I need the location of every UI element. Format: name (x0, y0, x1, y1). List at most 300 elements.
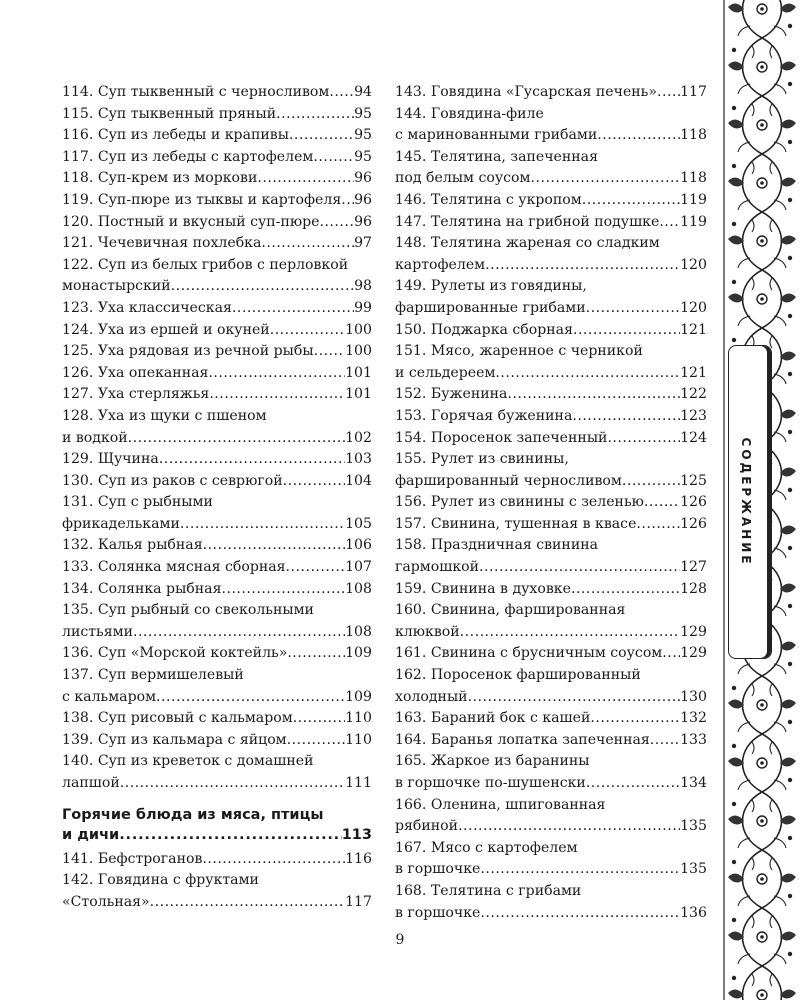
toc-entry[interactable] (62, 104, 372, 126)
toc-entry-line (395, 341, 707, 363)
dot-leader (119, 825, 342, 845)
toc-page-number: 132 (680, 710, 707, 727)
toc-entry-line (395, 643, 707, 665)
section-heading-line: Горячие блюда из мяса, птицы (62, 806, 324, 823)
toc-entry-title: 159. Свинина в духовке (395, 580, 571, 597)
toc-entry-title: 134. Солянка рыбная (62, 580, 222, 597)
dot-leader (479, 557, 680, 579)
toc-page-number: 135 (680, 818, 707, 835)
dot-leader (156, 687, 345, 709)
toc-entry-line (62, 341, 372, 363)
section-side-tab[interactable] (728, 345, 772, 659)
dot-leader (480, 903, 680, 925)
toc-page-number: 96 (354, 213, 372, 230)
dot-leader (261, 233, 354, 255)
toc-entry-line (395, 255, 707, 277)
toc-entry-line (395, 903, 707, 925)
toc-entry-title: 127. Уха стерляжья (62, 386, 210, 403)
toc-entry-title: 115. Суп тыквенный пряный (62, 105, 277, 122)
toc-entry-line (395, 795, 707, 817)
toc-page-number: 108 (345, 623, 372, 640)
toc-entry-line (62, 892, 372, 914)
side-tab-label: СОДЕРЖАНИЕ (739, 437, 753, 567)
toc-entry[interactable] (62, 255, 372, 298)
toc-entry-line (62, 384, 372, 406)
toc-page-number: 102 (345, 429, 372, 446)
toc-entry-line (395, 212, 707, 234)
toc-entry-line (62, 298, 372, 320)
toc-entry-line (62, 643, 372, 665)
toc-entry[interactable] (395, 276, 707, 319)
toc-page-number: 117 (345, 893, 372, 910)
toc-entry-title: 135. Суп рыбный со свекольными (62, 602, 314, 619)
toc-entry-line (62, 849, 372, 871)
toc-page-number: 118 (680, 127, 707, 144)
toc-entry-line (62, 233, 372, 255)
toc-entry[interactable] (62, 449, 372, 471)
dot-leader (531, 168, 681, 190)
toc-entry-title: 144. Говядина-филе (395, 105, 544, 122)
toc-page-number: 120 (680, 256, 707, 273)
dot-leader (573, 320, 680, 342)
toc-entry[interactable] (395, 730, 707, 752)
dot-leader (209, 384, 345, 406)
toc-page-number: 123 (680, 407, 707, 424)
toc-entry-line (395, 298, 707, 320)
toc-entry-line (62, 190, 372, 212)
toc-entry-title: фаршированный черносливом (395, 472, 622, 489)
toc-entry[interactable] (395, 795, 707, 838)
toc-page-number: 125 (680, 472, 707, 489)
toc-entry[interactable] (395, 492, 707, 514)
dot-leader (314, 341, 345, 363)
toc-entry-line (62, 514, 372, 536)
dot-leader (662, 643, 680, 665)
dot-leader (319, 212, 354, 234)
toc-page-number: 127 (680, 559, 707, 576)
toc-entry-title: 125. Уха рядовая из речной рыбы (62, 343, 314, 360)
dot-leader (329, 82, 354, 104)
toc-entry-title: 141. Бефстроганов (62, 850, 203, 867)
toc-entry[interactable] (62, 751, 372, 794)
toc-entry-title: 163. Бараний бок с кашей (395, 710, 591, 727)
toc-entry-title: холодный (395, 688, 468, 705)
toc-entry-line (62, 276, 372, 298)
dot-leader (257, 168, 354, 190)
toc-page-number: 98 (354, 278, 372, 295)
toc-page-number: 136 (680, 904, 707, 921)
toc-entry[interactable] (62, 341, 372, 363)
toc-entry-title: в горшочке (395, 861, 481, 878)
toc-page-number: 124 (680, 429, 707, 446)
toc-entry-title: 136. Суп «Морской коктейль» (62, 645, 288, 662)
toc-entry-line (62, 406, 372, 428)
dot-leader (644, 492, 680, 514)
toc-entry-line (395, 363, 707, 385)
toc-entry-title: фрикадельками (62, 515, 180, 532)
dot-leader (657, 82, 680, 104)
toc-entry-title: 118. Суп-крем из моркови (62, 170, 258, 187)
toc-entry-title: 140. Суп из креветок с домашней (62, 753, 314, 770)
toc-entry[interactable] (62, 579, 372, 601)
toc-entry-line (62, 428, 372, 450)
toc-entry-line (62, 708, 372, 730)
toc-page-number: 111 (345, 775, 372, 791)
toc-entry-title: «Стольная» (62, 893, 150, 910)
dot-leader (128, 428, 345, 450)
toc-entry[interactable] (395, 751, 707, 794)
toc-entry-title: 137. Суп вермишелевый (62, 667, 244, 684)
toc-entry-title: 117. Суп из лебеды с картофелем (62, 148, 314, 165)
toc-entry[interactable] (395, 579, 707, 601)
toc-entry-title: 148. Телятина жареная со сладким (395, 235, 660, 252)
toc-entry-title: в горшочке по-шушенски (395, 775, 586, 791)
toc-entry-title: фаршированные грибами (395, 299, 586, 316)
dot-leader (458, 816, 680, 838)
toc-entry[interactable] (395, 881, 707, 924)
toc-entry-title: 165. Жаркое из баранины (395, 753, 590, 770)
toc-entry-line (395, 816, 707, 838)
toc-entry-line (62, 449, 372, 471)
toc-page-number: 126 (680, 515, 707, 532)
toc-entry-line (62, 535, 372, 557)
toc-entry-line (62, 773, 372, 795)
toc-entry-line (395, 730, 707, 752)
toc-page-number: 128 (680, 580, 707, 597)
dot-leader (120, 773, 345, 795)
toc-page-number: 107 (345, 559, 372, 576)
dot-leader (150, 892, 345, 914)
toc-entry-line (395, 535, 707, 557)
toc-entry-title: 131. Суп с рыбными (62, 494, 213, 511)
toc-entry-line (62, 870, 372, 892)
toc-entry[interactable] (395, 428, 707, 450)
toc-entry[interactable] (62, 406, 372, 449)
dot-leader (313, 147, 354, 169)
toc-entry-line (395, 751, 707, 773)
toc-entry[interactable] (62, 600, 372, 643)
dot-leader (480, 859, 680, 881)
toc-entry-line (395, 665, 707, 687)
toc-page-number: 101 (345, 364, 372, 381)
toc-page-number: 100 (345, 321, 372, 338)
toc-entry-line (395, 147, 707, 169)
toc-entry-line (62, 730, 372, 752)
toc-entry[interactable] (395, 665, 707, 708)
toc-entry-title: 153. Горячая буженина (395, 407, 573, 424)
toc-entry-title: под белым соусом (395, 170, 531, 187)
toc-entry-line (395, 600, 707, 622)
dot-leader (287, 730, 345, 752)
toc-page-number: 119 (680, 191, 707, 208)
toc-page-number: 108 (345, 580, 372, 597)
dot-leader (208, 363, 345, 385)
toc-entry-title: 157. Свинина, тушенная в квасе (395, 515, 637, 532)
toc-entry-line (395, 406, 707, 428)
toc-entry-line (62, 168, 372, 190)
toc-section-heading[interactable] (62, 805, 372, 845)
toc-entry-title: 122. Суп из белых грибов с перловкой (62, 256, 349, 273)
toc-entry[interactable] (395, 600, 707, 643)
toc-entry[interactable] (62, 168, 372, 190)
toc-entry[interactable] (62, 212, 372, 234)
toc-right-column (395, 82, 707, 924)
toc-entry-line (395, 881, 707, 903)
toc-entry[interactable] (395, 233, 707, 276)
toc-entry-title: 114. Суп тыквенный с черносливом (62, 84, 330, 100)
toc-entry-title: 161. Свинина с брусничным соусом (395, 645, 663, 662)
toc-entry-line (62, 557, 372, 579)
toc-entry-title: гармошкой (395, 559, 480, 576)
toc-entry-line (395, 168, 707, 190)
toc-entry-line (395, 579, 707, 601)
dot-leader (171, 276, 354, 298)
dot-leader (590, 708, 680, 730)
toc-entry-line (62, 104, 372, 126)
section-heading-title: и дичи (62, 826, 120, 843)
toc-entry[interactable] (395, 535, 707, 578)
toc-entry[interactable] (395, 147, 707, 190)
dot-leader (203, 535, 346, 557)
toc-entry[interactable] (395, 643, 707, 665)
toc-entry-title: 129. Щучина (62, 451, 159, 468)
dot-leader (586, 773, 680, 795)
toc-page-number: 94 (354, 84, 372, 100)
toc-entry[interactable] (62, 384, 372, 406)
toc-entry[interactable] (62, 233, 372, 255)
toc-entry[interactable] (62, 665, 372, 708)
toc-page-number: 118 (680, 170, 707, 187)
toc-entry-title: монастырский (62, 278, 171, 295)
toc-page-number: 109 (345, 688, 372, 705)
toc-entry-title: 147. Телятина на грибной подушке (395, 213, 660, 230)
toc-page-number: 95 (354, 127, 372, 144)
toc-entry[interactable] (395, 384, 707, 406)
toc-page-number: 96 (354, 191, 372, 208)
toc-entry[interactable] (62, 363, 372, 385)
toc-entry-line (395, 320, 707, 342)
dot-leader (597, 125, 680, 147)
toc-entry[interactable] (62, 708, 372, 730)
dot-leader (650, 730, 680, 752)
toc-page-number: 110 (345, 710, 372, 727)
toc-entry-title: 154. Поросенок запеченный (395, 429, 608, 446)
dot-leader (468, 687, 681, 709)
toc-entry[interactable] (395, 708, 707, 730)
toc-entry-title: 152. Буженина (395, 386, 508, 403)
toc-entry-title: 162. Поросенок фаршированный (395, 667, 641, 684)
dot-leader (283, 471, 345, 493)
toc-page-number: 129 (680, 645, 707, 662)
toc-entry[interactable] (395, 449, 707, 492)
toc-entry-title: 145. Телятина, запеченная (395, 148, 598, 165)
toc-entry-title: 133. Солянка мясная сборная (62, 559, 286, 576)
dot-leader (276, 104, 354, 126)
dot-leader (485, 255, 680, 277)
toc-entry-title: 155. Рулет из свинины, (395, 451, 569, 468)
toc-entry[interactable] (395, 514, 707, 536)
toc-entry[interactable] (62, 471, 372, 493)
toc-entry-line (62, 82, 372, 104)
toc-entry-line (62, 492, 372, 514)
toc-entry-line (62, 687, 372, 709)
dot-leader (495, 363, 680, 385)
toc-entry-title: 149. Рулеты из говядины, (395, 278, 587, 295)
toc-entry[interactable] (395, 838, 707, 881)
toc-page-number: 95 (354, 105, 372, 122)
toc-entry[interactable] (62, 870, 372, 913)
toc-entry[interactable] (395, 212, 707, 234)
toc-entry-line (395, 276, 707, 298)
toc-entry-line (62, 622, 372, 644)
dot-leader (232, 298, 354, 320)
toc-entry-title: 124. Уха из ершей и окуней (62, 321, 270, 338)
toc-entry-title: 142. Говядина с фруктами (62, 872, 259, 889)
toc-entry-line (62, 147, 372, 169)
toc-entry-title: в горшочке (395, 904, 481, 921)
dot-leader (287, 643, 345, 665)
dot-leader (607, 428, 680, 450)
toc-page-number: 129 (680, 623, 707, 640)
dot-leader (622, 471, 680, 493)
toc-entry-line (395, 428, 707, 450)
toc-page-number: 122 (680, 386, 707, 403)
toc-entry-line (395, 838, 707, 860)
toc-entry-line (395, 125, 707, 147)
toc-entry-line (395, 514, 707, 536)
toc-entry[interactable] (62, 298, 372, 320)
toc-entry-line (395, 104, 707, 126)
toc-page-number: 121 (680, 364, 707, 381)
toc-entry[interactable] (395, 104, 707, 147)
toc-entry-line (395, 233, 707, 255)
dot-leader (221, 579, 345, 601)
toc-entry-line (62, 600, 372, 622)
toc-page-number: 134 (680, 775, 707, 791)
toc-entry[interactable] (395, 190, 707, 212)
toc-entry-line (395, 687, 707, 709)
toc-entry-line (62, 751, 372, 773)
toc-page-number: 133 (680, 731, 707, 748)
toc-entry-title: 126. Уха опеканная (62, 364, 209, 381)
toc-entry-title: 168. Телятина с грибами (395, 882, 582, 899)
toc-entry-title: с кальмаром (62, 688, 157, 705)
toc-entry-line (395, 384, 707, 406)
toc-entry[interactable] (62, 557, 372, 579)
dot-leader (507, 384, 680, 406)
toc-entry-line (62, 665, 372, 687)
toc-entry-title: 166. Оленина, шпигованная (395, 796, 606, 813)
toc-entry-line (62, 471, 372, 493)
toc-entry-title: 164. Баранья лопатка запеченная (395, 731, 650, 748)
toc-entry[interactable] (62, 125, 372, 147)
toc-entry-line (395, 557, 707, 579)
toc-entry[interactable] (395, 406, 707, 428)
toc-entry-title: 123. Уха классическая (62, 299, 232, 316)
toc-page-number: 100 (345, 343, 372, 360)
toc-entry-title: 132. Калья рыбная (62, 537, 203, 554)
toc-entry[interactable] (62, 147, 372, 169)
toc-page-number: 130 (680, 688, 707, 705)
toc-entry-line (395, 492, 707, 514)
toc-entry[interactable] (62, 82, 372, 104)
toc-entry-title: 146. Телятина с укропом (395, 191, 582, 208)
toc-page-number: 117 (680, 84, 707, 100)
toc-entry-title: 150. Поджарка сборная (395, 321, 573, 338)
toc-entry[interactable] (395, 320, 707, 342)
toc-entry-title: 139. Суп из кальмара с яйцом (62, 731, 287, 748)
toc-entry-line (62, 363, 372, 385)
toc-entry[interactable] (62, 643, 372, 665)
toc-page-number: 106 (345, 537, 372, 554)
toc-page-number: 126 (680, 494, 707, 511)
toc-entry-title: рябиной (395, 818, 459, 835)
dot-leader (571, 579, 680, 601)
toc-entry-title: 128. Уха из щуки с пшеном (62, 407, 267, 424)
toc-entry-title: 121. Чечевичная похлебка (62, 235, 262, 252)
toc-entry-line (62, 579, 372, 601)
toc-entry[interactable] (62, 320, 372, 342)
toc-entry[interactable] (62, 849, 372, 871)
toc-entry-title: 156. Рулет из свинины с зеленью (395, 494, 644, 511)
toc-entry-title: картофелем (395, 256, 486, 273)
toc-entry-title: 130. Суп из раков с севрюгой (62, 472, 283, 489)
dot-leader (341, 190, 354, 212)
toc-entry-line (395, 622, 707, 644)
dot-leader (202, 849, 345, 871)
toc-page-number: 119 (680, 213, 707, 230)
dot-leader (180, 514, 345, 536)
toc-entry-title: 116. Суп из лебеды и крапивы (62, 127, 289, 144)
toc-entry-title: 119. Суп-пюре из тыквы и картофеля (62, 191, 342, 208)
dot-leader (293, 708, 345, 730)
toc-entry-line (395, 449, 707, 471)
toc-page-number: 99 (354, 299, 372, 316)
toc-page-number: 103 (345, 451, 372, 468)
toc-entry[interactable] (62, 535, 372, 557)
dot-leader (460, 622, 680, 644)
toc-entry[interactable] (62, 730, 372, 752)
toc-entry-title: 151. Мясо, жаренное с черникой (395, 343, 643, 360)
toc-entry-line (395, 471, 707, 493)
dot-leader (133, 622, 345, 644)
toc-entry-line (395, 708, 707, 730)
toc-entry-title: 120. Постный и вкусный суп-пюре (62, 213, 320, 230)
toc-page-number: 109 (345, 645, 372, 662)
toc-entry-title: 138. Суп рисовый с кальмаром (62, 710, 293, 727)
dot-leader (659, 212, 680, 234)
toc-page-number: 97 (354, 235, 372, 252)
toc-entry[interactable] (395, 82, 707, 104)
toc-entry-line (395, 859, 707, 881)
toc-page-number: 110 (345, 731, 372, 748)
toc-entry[interactable] (62, 190, 372, 212)
toc-entry-title: и водкой (62, 429, 128, 446)
toc-page-number: 105 (345, 515, 372, 532)
toc-page-number: 120 (680, 299, 707, 316)
toc-entry[interactable] (395, 341, 707, 384)
section-heading-line (62, 825, 372, 845)
toc-entry[interactable] (62, 492, 372, 535)
toc-entry-title: с маринованными грибами (395, 127, 598, 144)
toc-page-number: 104 (345, 472, 372, 489)
toc-entry-title: клюквой (395, 623, 460, 640)
toc-entry-line (395, 773, 707, 795)
dot-leader (159, 449, 345, 471)
toc-page-number: 95 (354, 148, 372, 165)
toc-left-column (62, 82, 372, 913)
toc-entry-title: 160. Свинина, фаршированная (395, 602, 626, 619)
